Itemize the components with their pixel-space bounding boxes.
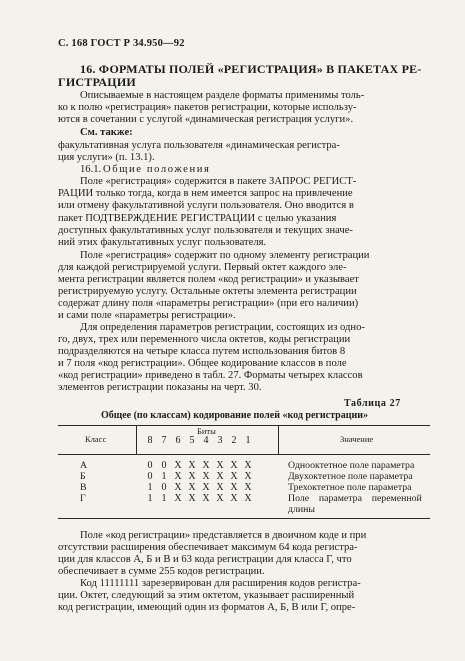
subsection-title: Общие положения — [103, 164, 211, 175]
paragraph-line: Код 11111111 зарезервирован для расширения кодов регистра- — [80, 578, 361, 589]
paragraph-line: го, двух, трех или переменного числа октетов, коды регистрации — [58, 334, 351, 345]
table-header-bits: Биты — [197, 426, 216, 436]
paragraph-line: Для определения параметров регистрации, состоящих из одно- — [80, 322, 365, 333]
bit-number: 2 — [231, 435, 237, 446]
bit-number: 1 — [245, 435, 251, 446]
table-header-value: Значение — [340, 434, 374, 444]
bit-number: 8 — [147, 435, 153, 446]
see-also-line: ция услуги» (п. 13.1). — [58, 152, 155, 163]
paragraph-line: Поле «код регистрации» представляется в двоичном коде и при — [80, 530, 367, 541]
table-header-class: Класс — [85, 434, 107, 444]
paragraph-line: обеспечивает в сумме 255 кодов регистрации. — [58, 566, 265, 577]
paragraph-line: Поле «регистрация» содержит по одному элементу регистрации — [80, 250, 370, 261]
table-row-value: Трехоктетное поле параметра — [288, 482, 412, 493]
table-row-class: А — [80, 460, 88, 471]
subsection-number: 16.1. — [80, 164, 102, 175]
table-row-value: Поле параметра переменной — [288, 493, 422, 504]
paragraph-line: и сами поле «параметры регистрации». — [58, 310, 236, 321]
paragraph-line: мента регистрации является полем «код регистрации» и указывает — [58, 274, 359, 285]
bit-number: 7 — [161, 435, 167, 446]
table-bottom-rule — [58, 518, 430, 519]
intro-line: ко к полю «регистрация» пакетов регистрации, которые использу- — [58, 102, 357, 113]
bit-number: 3 — [217, 435, 223, 446]
paragraph-line: РАЦИИ только тогда, когда в нем имеется запрос на привлечение — [58, 188, 353, 199]
table-row-class: Г — [80, 493, 86, 504]
bit-number: 6 — [175, 435, 181, 446]
paragraph-line: и 7 поля «код регистрации». Общее кодирование классов в поле — [58, 358, 347, 369]
paragraph-line: регистрируемую услугу. Остальные октеты элемента регистрации — [58, 286, 357, 297]
paragraph-line: отсутствии расширения обеспечивает максимум 64 кода регистра- — [58, 542, 358, 553]
table-row-bits: 0 1 X X X X X X — [147, 471, 252, 482]
intro-line: Описываемые в настоящем разделе форматы применимы толь- — [80, 90, 365, 101]
table-row-class: В — [80, 482, 87, 493]
bit-number: 4 — [203, 435, 209, 446]
see-also-label: См. также: — [80, 127, 133, 138]
intro-line: ются в сочетании с услугой «динамическая регистрация услуги». — [58, 114, 354, 125]
table-top-rule — [58, 425, 430, 426]
section-heading-line-1: 16. ФОРМАТЫ ПОЛЕЙ «РЕГИСТРАЦИЯ» В ПАКЕТАХ РЕ- — [80, 62, 422, 76]
running-head: С. 168 ГОСТ Р 34.950—92 — [58, 38, 185, 49]
paragraph-line: код регистрации, имеющий один из форматов А, Б, В или Г, опре- — [58, 602, 356, 613]
paragraph-line: ний этих факультативных услуг пользователя. — [58, 237, 267, 248]
paragraph-line: ции. Октет, следующий за этим октетом, указывает расширенный — [58, 590, 355, 601]
table-column-divider — [278, 425, 279, 454]
table-row-bits: 1 0 X X X X X X — [147, 482, 252, 493]
paragraph-line: «код регистрации» приведено в табл. 27. Форматы четырех классов — [58, 370, 363, 381]
table-title: Общее (по классам) кодирование полей «код регистрации» — [101, 410, 369, 421]
table-row-value: Двухоктетное поле параметра — [288, 471, 413, 482]
table-header-rule — [58, 454, 430, 455]
table-row-class: Б — [80, 471, 86, 482]
paragraph-line: Поле «регистрация» содержится в пакете ЗАПРОС РЕГИСТ- — [80, 176, 357, 187]
bit-number: 5 — [189, 435, 195, 446]
table-row-value: длины — [288, 504, 315, 515]
table-row-bits: 0 0 X X X X X X — [147, 460, 252, 471]
table-row-bits: 1 1 X X X X X X — [147, 493, 252, 504]
table-caption: Таблица 27 — [344, 398, 401, 409]
table-bit-numbers — [143, 435, 255, 446]
paragraph-line: доступных факультативных услуг пользователя и текущих значе- — [58, 225, 353, 236]
paragraph-line: или отмену факультативной услуги пользователя. Оно вводится в — [58, 200, 354, 211]
table-column-divider — [136, 425, 137, 454]
paragraph-line: подразделяются на четыре класса путем использования битов 8 — [58, 346, 346, 357]
paragraph-line: содержат длину поля «параметры регистрации» (при его наличии) — [58, 298, 359, 309]
paragraph-line: пакет ПОДТВЕРЖДЕНИЕ РЕГИСТРАЦИИ с целью указания — [58, 213, 337, 224]
paragraph-line: для каждой регистрируемой услуги. Первый октет каждого эле- — [58, 262, 347, 273]
table-row-value: Однооктетное поле параметра — [288, 460, 415, 471]
paragraph-line: элементов регистрации показаны на черт. 30. — [58, 382, 262, 393]
section-heading-line-2: ГИСТРАЦИИ — [58, 75, 136, 89]
paragraph-line: ции для классов А, Б и В и 63 кода регистрации для класса Г, что — [58, 554, 352, 565]
see-also-line: факультативная услуга пользователя «динамическая регистра- — [58, 140, 340, 151]
